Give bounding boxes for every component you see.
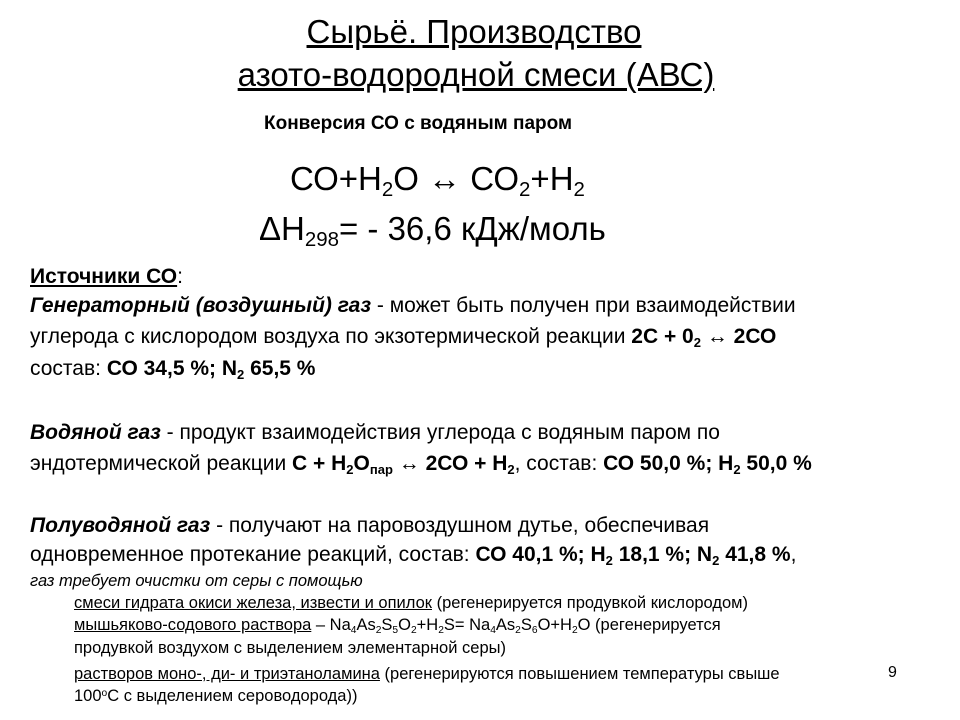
purification-item-iron: смеси гидрата окиси железа, извести и опилок (регенерируется продувкой кислородом) xyxy=(74,594,749,612)
purification-item-arsenic-cont: продувкой воздухом с выделением элементарной серы) xyxy=(74,639,506,657)
water-gas-line2: эндотермической реакции $С + Н_2О_{пар}$ ↔ $2СО + Н_2$, состав: СО 50,0 %; $Н_2$ 50,0 % xyxy=(30,452,812,477)
generator-gas-line1: Генераторный (воздушный) газ - может быть получен при взаимодействии xyxy=(30,294,796,317)
slide-number: 9 xyxy=(888,664,897,681)
slide-title-line2: азото-водородной смеси (АВС) xyxy=(237,56,715,93)
purification-intro: газ требует очистки от серы с помощью xyxy=(30,572,363,590)
semi-water-gas-line1: Полуводяной газ - получают на паровоздушном дутье, обеспечивая xyxy=(30,514,710,537)
generator-gas-composition: состав: СО 34,5 %; $N_2$ 65,5 % xyxy=(30,357,316,382)
purification-item-ethanolamine: растворов моно-, ди- и триэтаноламина (регенерируются повышением температуры свыше xyxy=(74,665,780,683)
sources-heading: Источники СО: xyxy=(30,265,183,288)
slide-title-line1: Сырьё. Производство xyxy=(306,13,642,50)
water-gas-line1: Водяной газ - продукт взаимодействия углерода с водяным паром по xyxy=(30,421,720,444)
semi-water-gas-line2: одновременное протекание реакций, состав: СО 40,1 %; $Н_2$ 18,1 %; $N_2$ 41,8 %, xyxy=(30,543,797,568)
generator-gas-line2: углерода с кислородом воздуха по экзотермической реакции $2С + 0_2$ ↔ 2СО xyxy=(30,325,777,350)
section-subtitle: Конверсия СО с водяным паром xyxy=(264,113,573,134)
purification-item-ethanolamine-cont: $100^оС$ с выделением сероводорода)) xyxy=(74,687,358,705)
purification-item-arsenic: мышьяково-содового раствора – $Na_4As_2S_5O_2+H_2S= Na_4As_2S_6O+H_2O$ (регенерируется xyxy=(74,616,721,637)
main-reaction-equation: $СО+Н_2О$ ↔ $СО_2+Н_2$ xyxy=(290,160,585,202)
enthalpy-value: $\Delta Н_{298}= - 36,6$ кДж/моль xyxy=(259,210,606,252)
